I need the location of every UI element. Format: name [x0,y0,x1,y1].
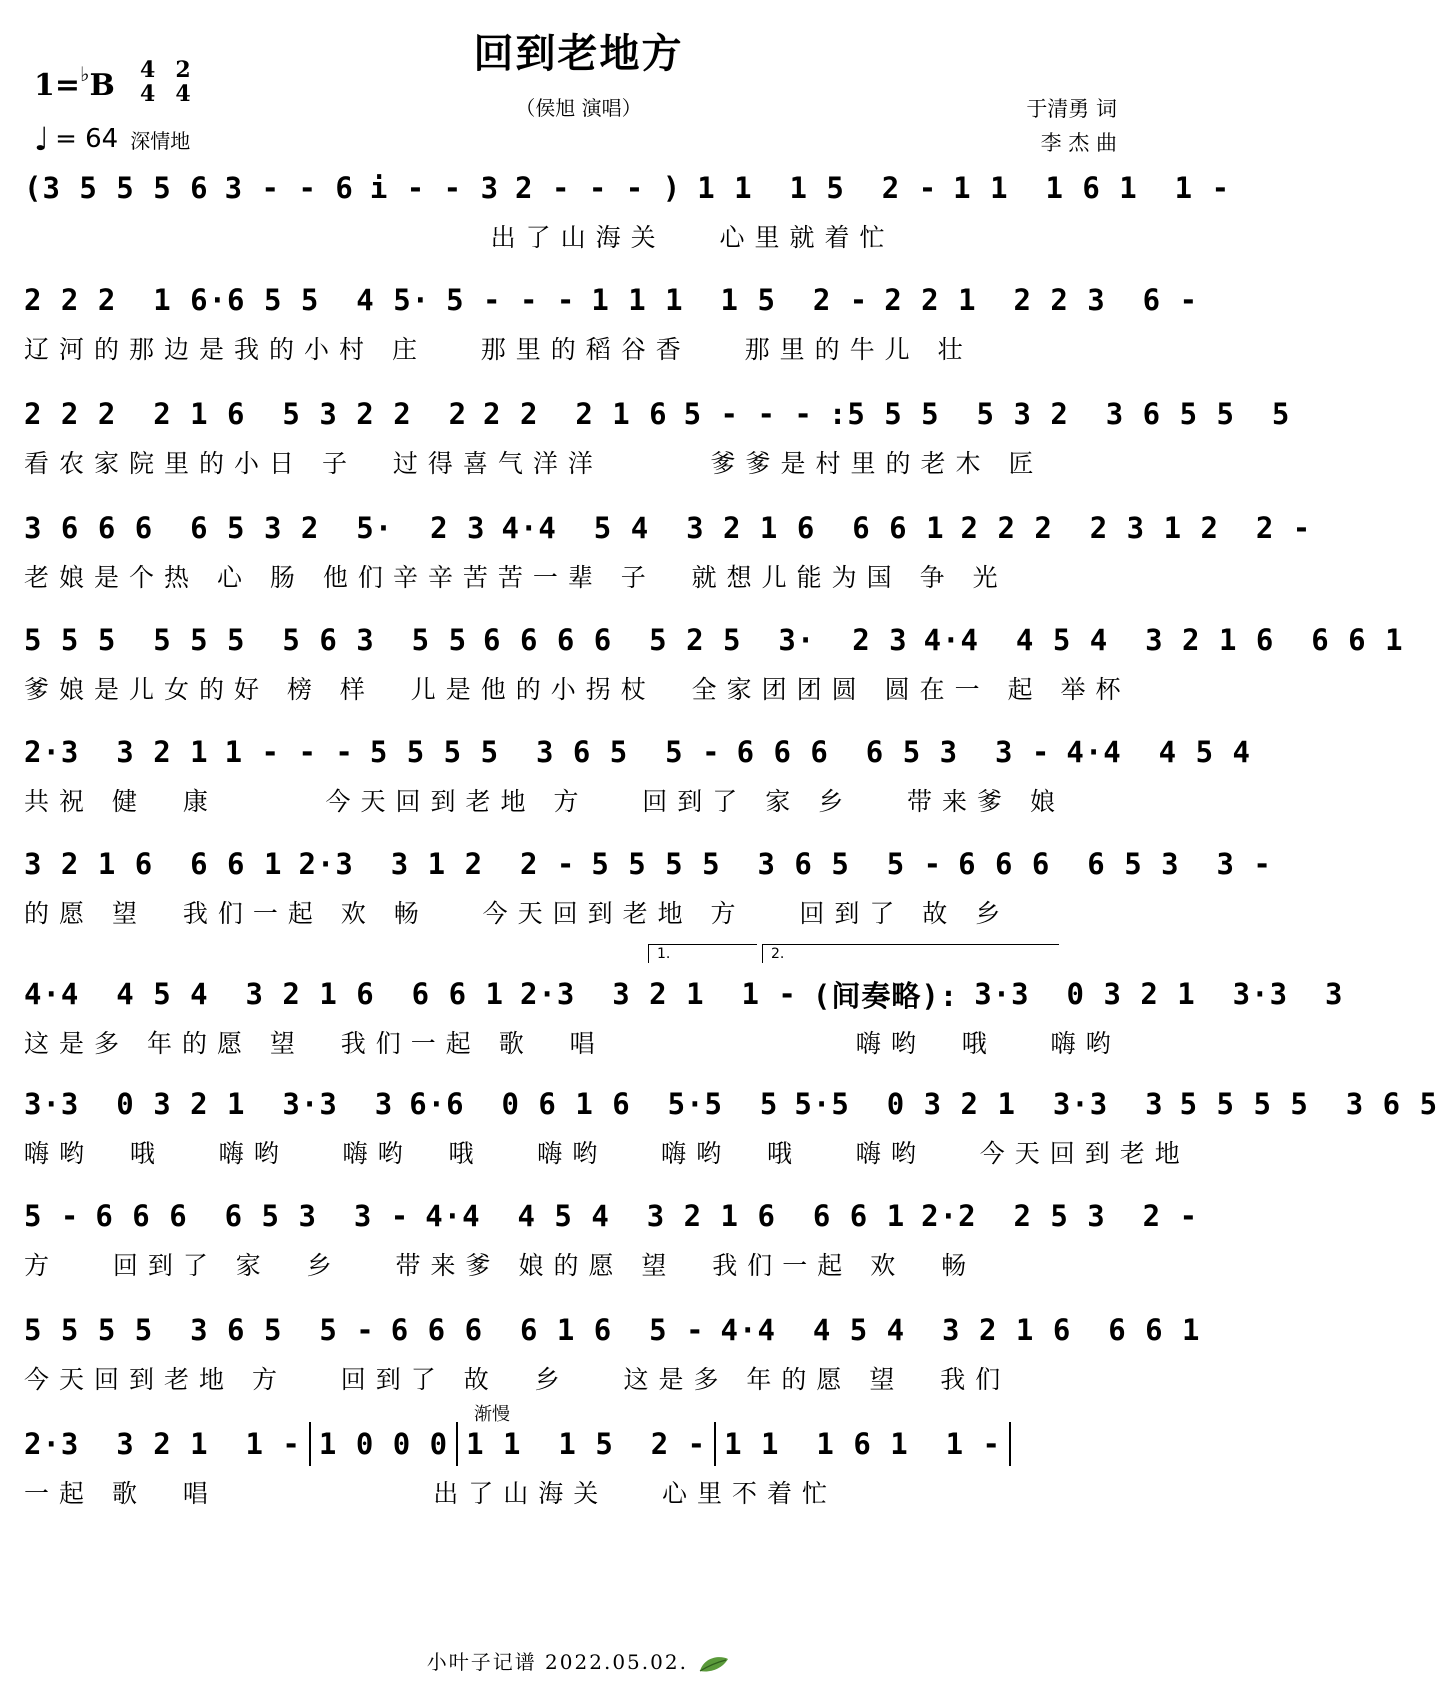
time-signature-2 [175,58,190,106]
measure: 6 6 6 6 5 2 5 3· 2 3 [483,623,908,657]
measure: 2 2 2 2 3 1 2 2 - [960,511,1312,545]
notation-line [24,836,1272,892]
measure: 6 6 6 6 5 3 3 - [958,847,1272,881]
measure: i - - 3 [369,171,500,205]
barline [714,1422,716,1466]
measure: 3·3 0 3 2 1 3·3 3 [24,1087,394,1121]
barline [456,1422,458,1466]
tempo-change-marking: 渐慢 [474,1404,510,1425]
score-system [24,966,1344,1062]
measure: 1 1 1 5 2 - [697,171,938,205]
lyrics-line: 爹娘是儿女的好 榜 样 儿是他的小拐杖 全家团团圆 圆在一 起 举杯 [24,675,1131,704]
time-sig-numerator: 4 [140,57,156,83]
measure: 2·3 3 2 1 [24,735,209,769]
lyrics-line: 一起 歌 唱 出了山海关 心里不着忙 [24,1479,838,1508]
notation-line [24,160,1231,216]
time-sig-denominator: 4 [175,81,191,107]
composer-credit: 李 杰 曲 [1040,131,1117,155]
measure: 1 - - - [224,735,354,769]
measure: 5 5 5 5 3 6 5 5 - [24,1313,375,1347]
time-signature-1 [140,58,155,106]
lyrics-line: 这是多 年的愿 望 我们一起 歌 唱 嗨哟 哦 嗨哟 [24,1029,1121,1058]
score-system [24,836,1272,932]
measure: 5 - [24,1199,80,1233]
measure: 4·4 5 4 3 2 1 6 6 6 1 [501,511,945,545]
measure: 5 5 5 5 5 5 5 6 3 5 5 [24,623,468,657]
barline [1009,1422,1011,1466]
measure: 3 2 1 6 6 6 1 [24,847,283,881]
notation-line [24,724,1251,780]
score-system [24,500,1312,596]
measure: 2 - - - ) [515,171,682,205]
tempo-value: = 64 [55,124,119,154]
measure: 5 - - - [446,283,576,317]
measure: 3 - - 6 [224,171,354,205]
volta-ending-1: 1. [648,944,757,963]
measure: 4·4 4 5 4 3 2 1 6 6 6 1 [24,977,504,1011]
score-system [24,160,1231,256]
score-system [24,612,1404,708]
score-system [24,1404,1134,1512]
flat-icon: ♭ [80,62,90,86]
measure: 6 6 6 6 5 3 3 - [736,735,1051,769]
measure: 5 - - - [683,397,813,431]
notation-line [24,612,1404,668]
measure: 4·4 4 5 4 [1066,735,1251,769]
measure: 2·3 3 1 2 2 - [298,847,576,881]
notation-line [24,500,1312,556]
notation-line [24,1302,1201,1358]
song-title: 回到老地方 [473,31,684,77]
footer-text: 小叶子记谱 2022.05.02. [426,1650,688,1674]
measure: :5 5 5 5 3 2 3 6 5 5 5 [828,397,1291,431]
measure: 2 2 2 2 1 6 5 3 2 2 2 [24,397,468,431]
measure: 2·3 3 2 1 1 - [519,977,797,1011]
score-system [24,1188,1199,1284]
measure: (间奏略): [812,978,959,1013]
measure: 3 6 6 6 6 5 3 2 5· 2 3 [24,511,486,545]
time-signatures [140,58,191,106]
notation-line [24,386,1291,442]
measure: (3 5 5 5 6 [24,171,209,205]
score-system [24,724,1251,820]
measure: 2 2 2 1 6·6 5 5 4 5· [24,283,431,317]
score-system [24,272,1199,368]
score-system [24,1302,1201,1398]
lyrics-line: 辽河的那边是我的小村 庄 那里的稻谷香 那里的牛儿 壮 [24,335,973,364]
notation-line [24,1188,1199,1244]
footer [0,1646,1157,1675]
notation-line [24,272,1199,328]
measure: 1 0 0 0 [318,1427,449,1461]
measure: 5 5 5 5 3 6 5 5 - [369,735,721,769]
expression-marking: 深情地 [130,128,191,153]
time-sig-numerator: 2 [175,57,191,83]
lyrics-line: 出了山海关 心里就着忙 [24,223,895,252]
lyricist-credit: 于清勇 词 [1026,97,1117,121]
credits [1026,92,1117,160]
notation-line [24,1076,1438,1132]
measure: 5·5 0 3 2 1 3·3 3 [794,1087,1164,1121]
measure: 5 5 5 5 3 6 5 5 - [591,847,943,881]
measure: 1 1 1 6 1 1 - [724,1427,1002,1461]
measure: 2 2 1 2 2 3 6 - [884,283,1199,317]
measure: 6·6 0 6 1 6 5·5 5 [409,1087,779,1121]
quarter-note-icon: ♩ [34,120,50,158]
time-sig-denominator: 4 [140,81,156,107]
key-note: B [89,68,115,103]
score-system [24,386,1291,482]
leaf-icon [696,1655,730,1673]
performer-subtitle: （侯旭 演唱） [515,96,642,120]
lyrics-line: 共祝 健 康 今天回到老地 方 回到了 家 乡 带来爹 娘 [24,787,1065,816]
lyrics-line: 嗨哟 哦 嗨哟 嗨哟 哦 嗨哟 嗨哟 哦 嗨哟 今天回到老地 [24,1139,1190,1168]
measure: 1 1 1 1 5 2 - [591,283,869,317]
measure: 4·4 4 5 4 3 2 1 6 6 6 1 [720,1313,1201,1347]
measure: 1 1 1 5 2 - [466,1427,707,1461]
lyrics-line: 老娘是个热 心 肠 他们辛辛苦苦一辈 子 就想儿能为国 争 光 [24,563,1008,592]
volta-ending-2: 2. [762,944,1059,963]
lyrics-line: 的愿 望 我们一起 欢 畅 今天回到老地 方 回到了 故 乡 [24,899,1011,928]
measure: 1 1 1 6 1 1 - [953,171,1231,205]
measure: 2·3 3 2 1 1 - [24,1427,301,1461]
measure: 4·4 4 5 4 3 2 1 6 6 6 1 [425,1199,906,1233]
notation-line [24,1416,1134,1472]
measure: 3·3 0 3 2 1 3·3 3 [974,977,1344,1011]
barline [309,1422,311,1466]
score-system [24,1076,1438,1172]
measure: 2 2 2 1 6 [483,397,668,431]
measure: 4·4 4 5 4 3 2 1 6 6 6 1 [923,623,1404,657]
lyrics-line: 看农家院里的小日 子 过得喜气洋洋 爹爹是村里的老木 匠 [24,449,1044,478]
tempo-marking [34,120,190,158]
key-label: 1= [34,68,81,103]
measure: 6 6 6 6 5 3 3 - [95,1199,410,1233]
lyrics-line: 今天回到老地 方 回到了 故 乡 这是多 年的愿 望 我们 [24,1365,1011,1394]
lyrics-line: 方 回到了 家 乡 带来爹 娘的愿 望 我们一起 欢 畅 [24,1251,977,1280]
measure: 2·2 2 5 3 2 - [921,1199,1199,1233]
measure: 5 5 5 5 3 6 5 [1179,1087,1438,1121]
key-signature [34,62,115,103]
measure: 6 6 6 6 1 6 5 - [390,1313,705,1347]
notation-line [24,966,1344,1022]
